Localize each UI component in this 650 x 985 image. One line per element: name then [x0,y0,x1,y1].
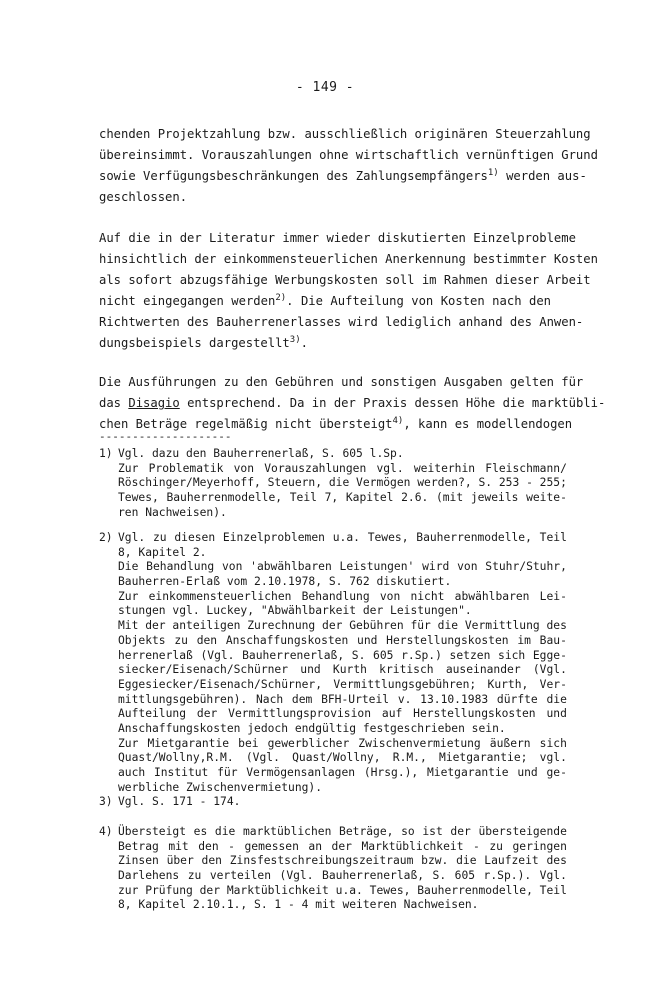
footnote-line: Objekts zu den Anschaffungskosten und Herstellungskosten im Bau- [118,633,567,647]
footnote-line: Zur Problematik von Vorauszahlungen vgl. weiterhin Fleischmann/ [118,461,567,475]
paragraph-2 [99,228,598,354]
footnote-line: Darlehens zu verteilen (Vgl. Bauherrenerlaß, S. 605 r.Sp.). Vgl. [118,869,567,883]
text-line: als sofort abzugsfähige Werbungskosten soll im Rahmen dieser Arbeit [99,273,591,287]
paragraph-3 [99,372,606,435]
text-line [99,291,551,312]
footnote-line: Quast/Wollny,R.M. (Vgl. Quast/Wollny, R.M., Mietgarantie; vgl. [118,751,567,765]
footnote-line: werbliche Zwischenvermietung). [118,780,323,794]
footnote-line: 8, Kapitel 2.10.1., S. 1 - 4 mit weiteren Nachweisen. [118,898,479,912]
text-run: dungsbeispiels dargestellt [99,336,290,350]
text-run: das [99,396,129,410]
footnote-mark: 3) [99,795,113,808]
text-run: werden aus- [498,169,587,183]
text-run: entsprechend. Da in der Praxis dessen Höhe die marktübli- [179,396,606,410]
text-line: chenden Projektzahlung bzw. ausschließlich originären Steuerzahlung [99,127,591,141]
text-run: . [300,336,308,350]
footnote-line: zur Prüfung der Marktüblichkeit u.a. Tewes, Bauherrenmodelle, Teil [118,883,567,897]
footnote-line: Betrag mit den - gemessen an der Marktüblichkeit - zu geringen [118,839,567,853]
footnote-1 [99,447,567,520]
footnote-line: 8, Kapitel 2. [118,545,207,559]
footnote-line: Die Behandlung von 'abwählbaren Leistungen' wird von Stuhr/Stuhr, [118,560,567,574]
footnote-line: Übersteigt es die marktüblichen Beträge, so ist der übersteigende [118,825,567,838]
footnote-mark: 2) [99,531,113,544]
text-line [99,393,606,414]
footnote-separator: -------------------- [99,430,232,443]
footnote-line: Zur Mietgarantie bei gewerblicher Zwischenvermietung äußern sich [118,736,567,750]
footnote-line: Zur einkommensteuerlichen Behandlung von nicht abwählbaren Lei- [118,589,567,603]
underlined-term: Disagio [128,396,180,410]
footnote-line: Tewes, Bauherrenmodelle, Teil 7, Kapitel 2.6. (mit jeweils weite- [118,491,567,505]
text-line [99,166,587,187]
footnote-line: Vgl. dazu den Bauherrenerlaß, S. 605 l.Sp. [118,447,404,460]
text-run: chen Beträge regelmäßig nicht übersteigt [99,417,393,431]
text-line [99,333,551,354]
footnote-line: Vgl. zu diesen Einzelproblemen u.a. Tewes, Bauherrenmodelle, Teil [118,531,567,544]
footnote-line: Bauherren-Erlaß vom 2.10.1978, S. 762 diskutiert. [118,575,452,589]
footnote-line: ren Nachweisen). [118,505,227,519]
paragraph-1 [99,124,598,208]
footnote-line: Anschaffungskosten jedoch endgültig festgeschrieben sein. [118,721,506,735]
footnote-4 [99,825,567,913]
footnote-mark: 1) [99,447,113,460]
footnote-line: Röschinger/Meyerhoff, Steuern, die Vermögen werden?, S. 253 - 255; [118,476,567,490]
footnote-2 [99,531,567,795]
footnote-ref: 2) [275,292,287,303]
footnote-line: Aufteilung der Vermittlungsprovision auf Herstellungskosten und [118,707,567,721]
footnote-mark: 4) [99,825,113,838]
text-run: nicht eingegangen werden [99,294,276,308]
footnote-line: Zinsen über den Zinsfestschreibungszeitraum bzw. die Laufzeit des [118,854,567,868]
text-run: . Die Aufteilung von Kosten nach den [286,294,551,308]
text-line: geschlossen. [99,190,188,204]
text-line: übereinsimmt. Vorauszahlungen ohne wirtschaftlich vernünftigen Grund [99,148,598,162]
text-line: hinsichtlich der einkommensteuerlichen Anerkennung bestimmter Kosten [99,252,598,266]
footnote-line: auch Institut für Vermögensanlagen (Hrsg.), Mietgarantie und ge- [118,766,567,779]
text-line: Auf die in der Literatur immer wieder diskutierten Einzelprobleme [99,231,576,245]
footnote-ref: 3) [289,334,301,345]
footnote-line: Eggesiecker/Eisenach/Schürner, Vermittlungsgebühren; Kurth, Ver- [118,677,567,691]
footnote-line: herrenerlaß (Vgl. Bauherrenerlaß, S. 605 r.Sp.) setzen sich Egge- [118,648,567,662]
footnote-3 [99,795,551,810]
text-line: Die Ausführungen zu den Gebühren und sonstigen Ausgaben gelten für [99,375,584,389]
footnote-ref: 4) [392,415,404,426]
footnote-line: Mit der anteiligen Zurechnung der Gebühren für die Vermittlung des [118,619,567,633]
text-line: Richtwerten des Bauherrenerlasses wird lediglich anhand des Anwen- [99,315,584,329]
footnote-ref: 1) [487,167,499,178]
footnote-line: stungen vgl. Luckey, "Abwählbarkeit der Leistungen". [118,604,472,618]
footnote-line: Vgl. S. 171 - 174. [118,795,241,808]
footnote-line: mittlungsgebühren). Nach dem BFH-Urteil v. 13.10.1983 dürfte die [118,692,567,706]
page-number: - 149 - [295,80,355,95]
text-run: , kann es modellendogen [403,417,573,431]
text-run: sowie Verfügungsbeschränkungen des Zahlungsempfängers [99,169,488,183]
footnote-line: siecker/Eisenach/Schürner und Kurth kritisch auseinander (Vgl. [118,663,567,677]
